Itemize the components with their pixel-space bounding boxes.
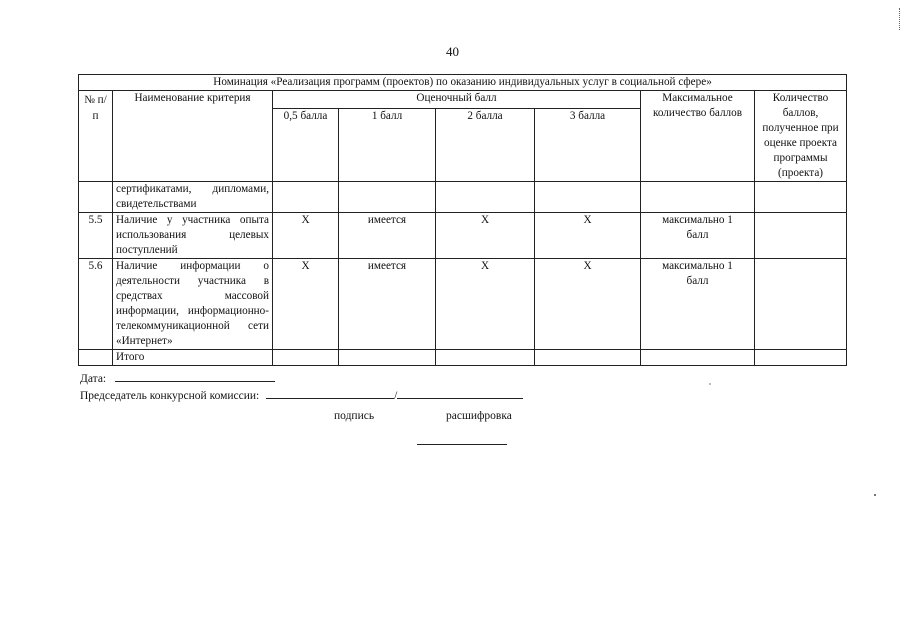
row-score-1: имеется [339, 213, 436, 259]
total-max [641, 350, 755, 366]
date-line [80, 370, 275, 385]
row-score-2: Х [436, 213, 535, 259]
header-num-label: № п/п [84, 94, 107, 122]
header-score-05: 0,5 балла [273, 109, 339, 182]
header-num [79, 91, 113, 182]
signature-separator: / [394, 390, 398, 402]
row-score-05 [273, 182, 339, 213]
page-number: 40 [446, 44, 459, 59]
row-score-2: Х [436, 259, 535, 350]
chairman-label: Председатель конкурсной комиссии: [80, 390, 260, 402]
row-score-1: имеется [339, 259, 436, 350]
header-score-2: 2 балла [436, 109, 535, 182]
header-score-1: 1 балл [339, 109, 436, 182]
row-num: 5.5 [79, 213, 113, 259]
row-max [641, 182, 755, 213]
total-count [755, 350, 847, 366]
signature-field [266, 387, 394, 399]
row-criterion: сертификатами, дипломами, свидетельствами [113, 182, 273, 213]
row-criterion: Наличие информации о деятельности участника в средствах массовой информации, информационно-телекоммуникационной сети «Интернет» [113, 259, 273, 350]
row-score-05: Х [273, 259, 339, 350]
row-num: 5.6 [79, 259, 113, 350]
row-score-05: Х [273, 213, 339, 259]
scan-speck [874, 494, 876, 496]
row-count [755, 182, 847, 213]
total-score-3 [535, 350, 641, 366]
header-row [79, 91, 847, 109]
row-score-3: Х [535, 213, 641, 259]
signature-caption: подпись [334, 410, 375, 422]
row-score-3 [535, 182, 641, 213]
row-max: максимально 1 балл [641, 259, 755, 350]
header-score-group: Оценочный балл [273, 91, 641, 109]
row-num [79, 182, 113, 213]
row-score-1 [339, 182, 436, 213]
header-criterion: Наименование критерия [113, 91, 273, 182]
decoding-caption: расшифровка [446, 410, 512, 422]
row-score-3: Х [535, 259, 641, 350]
row-criterion: Наличие у участника опыта использования целевых поступлений [113, 213, 273, 259]
table-row [79, 259, 847, 350]
table-row [79, 182, 847, 213]
decoding-field [397, 387, 523, 399]
scan-edge-mark [899, 8, 901, 30]
total-row [79, 350, 847, 366]
nomination-row [79, 75, 847, 91]
date-label: Дата: [80, 373, 107, 385]
total-num [79, 350, 113, 366]
row-count [755, 213, 847, 259]
row-max: максимально 1 балл [641, 213, 755, 259]
total-score-2 [436, 350, 535, 366]
total-score-05 [273, 350, 339, 366]
total-label: Итого [113, 350, 273, 366]
header-score-3: 3 балла [535, 109, 641, 182]
criteria-table [78, 74, 847, 366]
row-score-2 [436, 182, 535, 213]
table-row [79, 213, 847, 259]
date-field [115, 370, 275, 382]
nomination-title: Номинация «Реализация программ (проектов) по оказанию индивидуальных услуг в социальной сфере» [79, 75, 847, 91]
chairman-line [80, 387, 523, 402]
row-count [755, 259, 847, 350]
dash-line [417, 444, 507, 445]
scan-speck [709, 383, 711, 385]
total-score-1 [339, 350, 436, 366]
header-count: Количество баллов, полученное при оценке проекта программы (проекта) [755, 91, 847, 182]
header-max: Максимальное количество баллов [641, 91, 755, 182]
